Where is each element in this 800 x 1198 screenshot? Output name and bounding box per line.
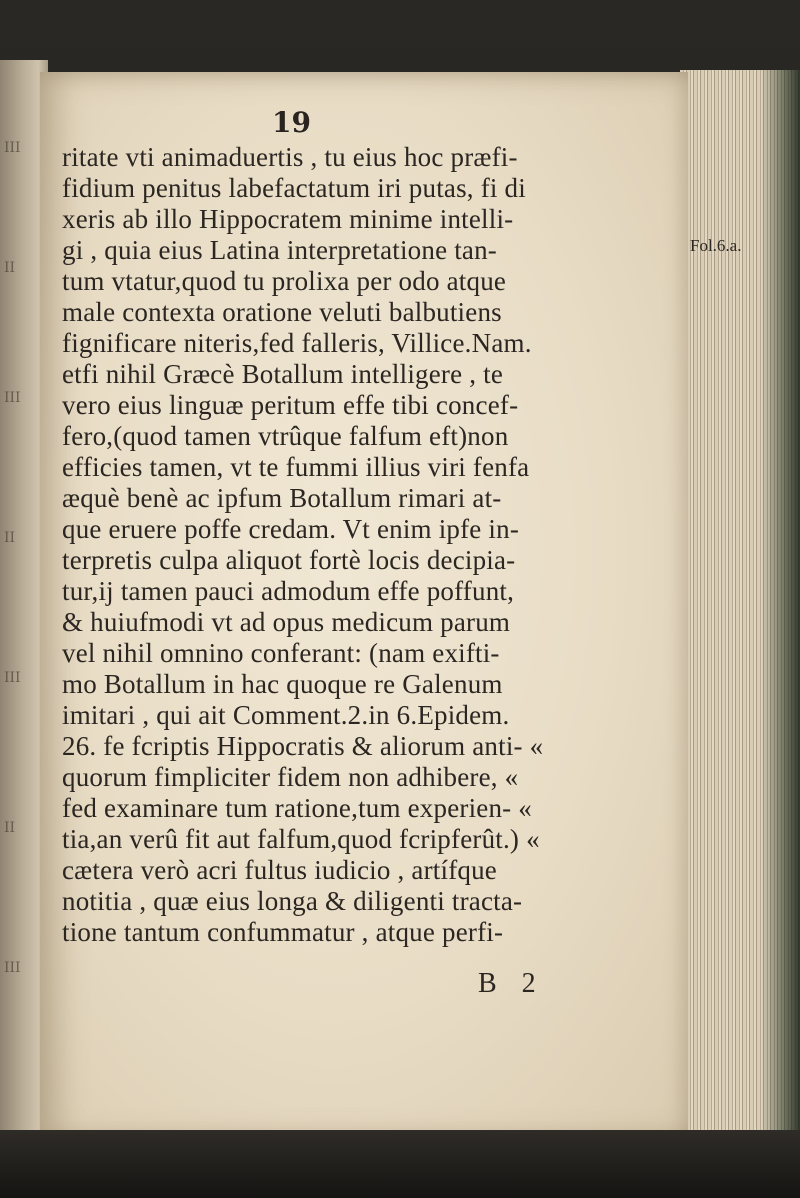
- text-line: quorum fimpliciter fidem non adhibere, «: [62, 762, 519, 792]
- text-line: vel nihil omnino conferant: (nam exifti-: [62, 638, 500, 668]
- book-page: [40, 72, 688, 1140]
- bleed-mark: II: [4, 530, 16, 546]
- text-line: imitari , qui ait Comment.2.in 6.Epidem.: [62, 700, 510, 730]
- text-line: & huiufmodi vt ad opus medicum parum: [62, 607, 511, 637]
- text-line: tia,an verû fit aut falfum,quod fcripferût.) «: [62, 824, 540, 854]
- text-line: ritate vti animaduertis , tu eius hoc præfi-: [62, 142, 518, 172]
- text-line: male contexta oratione veluti balbutiens: [62, 297, 502, 327]
- text-line: mo Botallum in hac quoque re Galenum: [62, 669, 503, 699]
- text-line: æquè benè ac ipfum Botallum rimari at-: [62, 483, 502, 513]
- signature-mark: B 2: [478, 968, 536, 999]
- text-line: terpretis culpa aliquot fortè locis decipia-: [62, 545, 516, 575]
- bleed-mark: II: [4, 820, 16, 836]
- text-line: vero eius linguæ peritum effe tibi concef-: [62, 390, 519, 420]
- text-line: efficies tamen, vt te fummi illius viri fenfa: [62, 452, 530, 482]
- bleed-mark: III: [4, 960, 21, 976]
- text-line: tum vtatur,quod tu prolixa per odo atque: [62, 266, 507, 296]
- bleed-mark: III: [4, 390, 21, 406]
- text-line: fidium penitus labefactatum iri putas, fi di: [62, 173, 526, 203]
- text-line: tur,ij tamen pauci admodum effe poffunt,: [62, 576, 515, 606]
- text-line: xeris ab illo Hippocratem minime intelli-: [62, 204, 514, 234]
- marginal-note: Fol.6.a.: [690, 236, 742, 255]
- bottom-shadow: [0, 1130, 800, 1198]
- page-edge-shadow: [760, 70, 800, 1130]
- page-number: 19: [272, 106, 311, 139]
- text-line: notitia , quæ eius longa & diligenti tracta-: [62, 886, 523, 916]
- text-line: fero,(quod tamen vtrûque falfum eft)non: [62, 421, 509, 451]
- bleed-mark: II: [4, 260, 16, 276]
- text-line: gi , quia eius Latina interpretatione tan-: [62, 235, 497, 265]
- text-line: etfi nihil Græcè Botallum intelligere , te: [62, 359, 504, 389]
- text-line: tione tantum confummatur , atque perfi-: [62, 917, 504, 947]
- text-line: 26. fe fcriptis Hippocratis & aliorum anti- «: [62, 731, 544, 761]
- text-line: fed examinare tum ratione,tum experien- «: [62, 793, 533, 823]
- body-text: [62, 142, 662, 948]
- bleed-mark: III: [4, 670, 21, 686]
- bleed-mark: III: [4, 140, 21, 156]
- text-line: que eruere poffe credam. Vt enim ipfe in-: [62, 514, 520, 544]
- text-line: fignificare niteris,fed falleris, Villice.Nam.: [62, 328, 532, 358]
- text-line: cætera verò acri fultus iudicio , artífque: [62, 855, 497, 885]
